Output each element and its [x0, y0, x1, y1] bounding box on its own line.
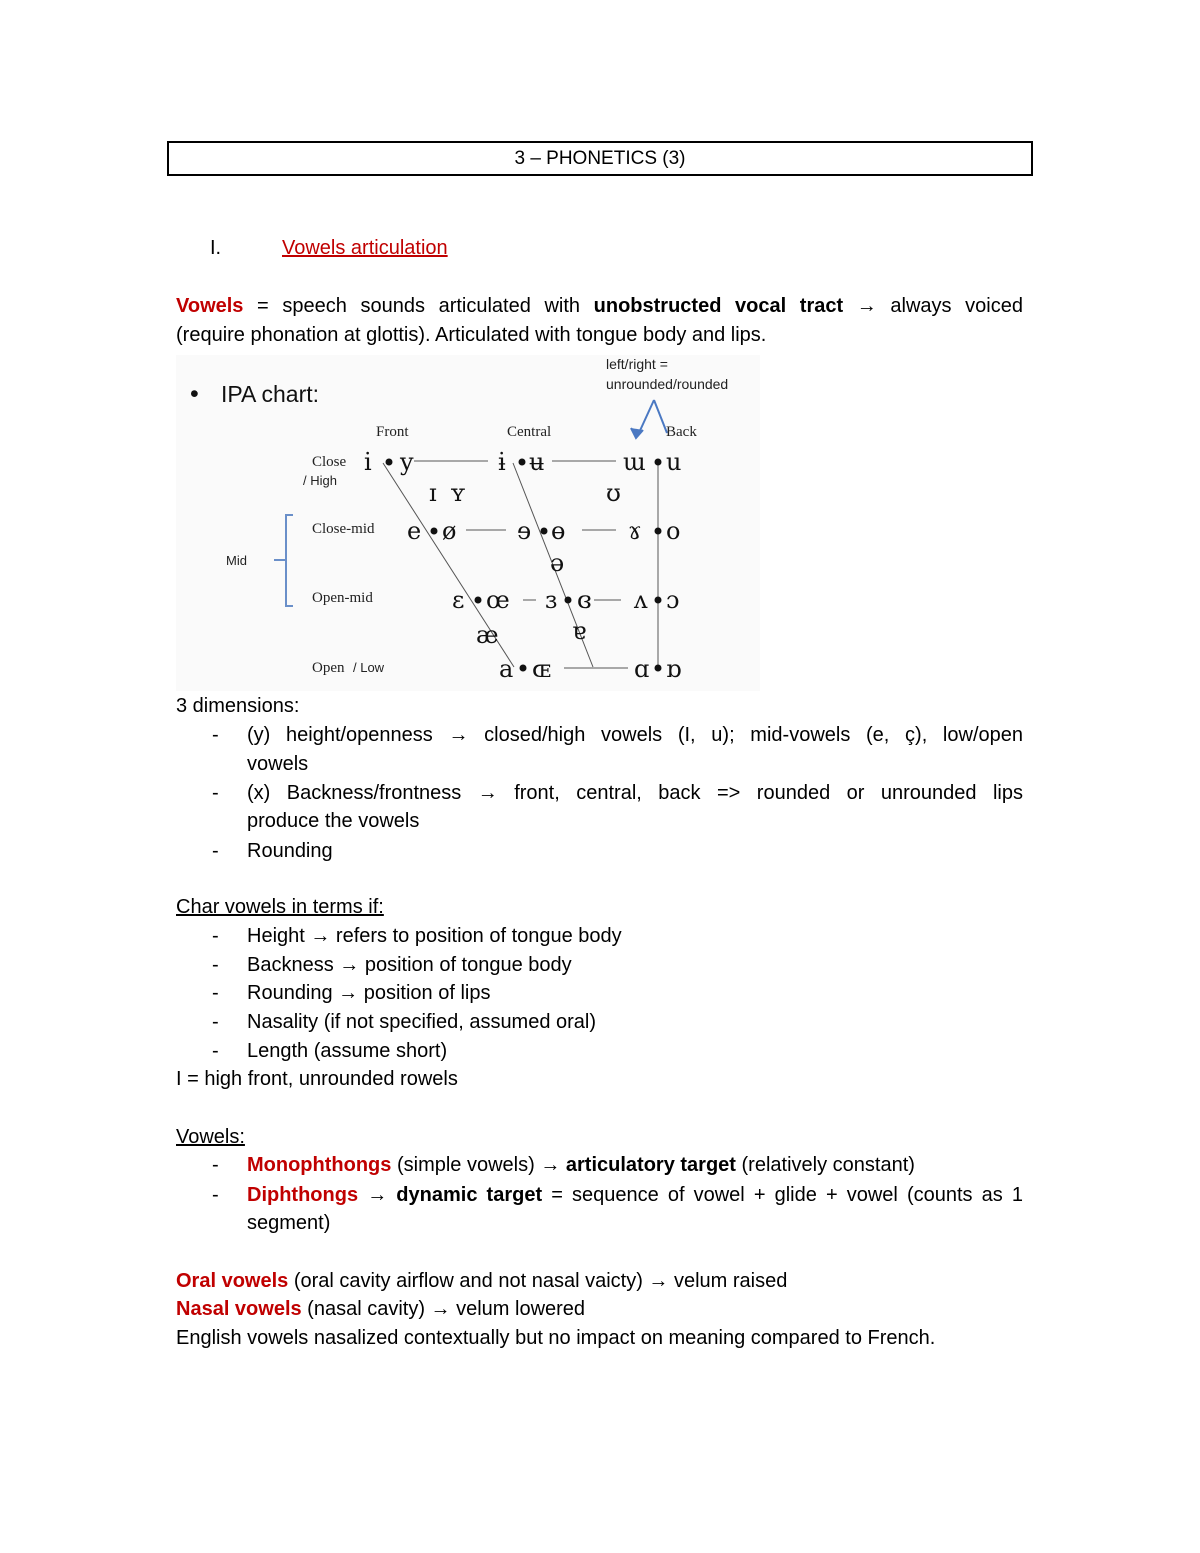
ipa-sym-turned-a: ɐ — [572, 617, 587, 645]
ipa-bullet: • — [190, 380, 199, 408]
char-heading: Char vowels in terms if: — [176, 896, 384, 918]
list-dash: - — [212, 982, 219, 1004]
oral-vowels-line — [176, 1267, 787, 1296]
char-footer: I = high front, unrounded rowels — [176, 1068, 458, 1090]
ipa-sym-ae: æ — [476, 621, 499, 649]
ipa-note-line-2: unrounded/rounded — [606, 376, 729, 392]
intro-text-1: = speech sounds articulated with — [243, 295, 594, 317]
dimension-item-2-line-1: (x) Backness/frontness → front, central, back => rounded or unrounded lips — [247, 782, 1023, 804]
ipa-sym-rev-eps: ɜ — [545, 586, 558, 614]
dimension-item-2-line-2: produce the vowels — [247, 810, 420, 832]
ipa-sym-gamma: ɤ — [628, 517, 642, 545]
list-dash: - — [212, 724, 219, 746]
list-dash: - — [212, 1040, 219, 1062]
ipa-sym-wedge: ʌ — [634, 586, 648, 614]
nasal-text: (nasal cavity) → velum lowered — [301, 1298, 586, 1320]
diphthongs-line — [247, 1181, 1023, 1210]
ipa-sym-o: o — [666, 517, 681, 545]
char-item-3: Rounding → position of lips — [247, 982, 491, 1004]
row-low: / Low — [353, 660, 385, 675]
row-close: Close — [312, 454, 347, 470]
di-text: = sequence of vowel + glide + vowel (counts as 1 — [542, 1184, 1023, 1206]
ipa-heading: IPA chart: — [221, 381, 320, 407]
ipa-sym-u-bar: ʉ — [529, 448, 545, 476]
ipa-sym-horseshoe: ʊ — [606, 479, 621, 507]
term-vowels: Vowels — [176, 295, 244, 317]
list-dash: - — [212, 954, 219, 976]
term-monophthongs: Monophthongs — [247, 1154, 392, 1176]
dimension-item-1-line-1: (y) height/openness → closed/high vowels (I, u); mid-vowels (e, ç), low/open — [247, 724, 1023, 746]
ipa-sym-open-o: ɔ — [666, 586, 680, 614]
char-item-5: Length (assume short) — [247, 1040, 448, 1062]
intro-text-2: always voiced — [890, 295, 1023, 317]
section-heading: Vowels articulation — [282, 237, 448, 259]
vowels-heading: Vowels: — [176, 1126, 245, 1148]
oral-text: (oral cavity airflow and not nasal vaicty) → velum raised — [288, 1270, 788, 1292]
ipa-sym-epsilon: ɛ — [452, 586, 465, 614]
char-item-4: Nasality (if not specified, assumed oral) — [247, 1011, 597, 1033]
ipa-sym-e: e — [407, 517, 422, 545]
ipa-chart — [176, 355, 760, 691]
list-dash: - — [212, 1154, 219, 1176]
monophthongs-line — [247, 1151, 915, 1180]
ipa-sym-m: ɯ — [623, 448, 646, 476]
ipa-sym-closed-rev-eps: ɞ — [577, 586, 592, 614]
ipa-sym-o-bar: ɵ — [551, 517, 566, 545]
row-open: Open — [312, 660, 345, 676]
mid-label: Mid — [226, 553, 247, 568]
row-high: / High — [303, 473, 337, 488]
ipa-sym-OE: ɶ — [532, 655, 551, 683]
intro-bold: unobstructed vocal tract — [593, 295, 844, 317]
note-arrow-icon — [631, 400, 667, 438]
english-line: English vowels nasalized contextually but no impact on meaning compared to French. — [176, 1327, 936, 1349]
ipa-sym-i-bar: ɨ — [498, 448, 506, 476]
ipa-sym-i: i — [364, 448, 372, 476]
dimensions-heading: 3 dimensions: — [176, 695, 300, 717]
section-numeral: I. — [210, 237, 222, 259]
ipa-sym-u: u — [666, 448, 682, 476]
ipa-sym-a: a — [499, 655, 514, 683]
mono-text-1: (simple vowels) → — [391, 1154, 566, 1176]
ipa-sym-I: ɪ — [429, 479, 437, 507]
list-dash: - — [212, 1184, 219, 1206]
page-title: 3 – PHONETICS (3) — [167, 141, 1033, 176]
ipa-sym-script-a: ɑ — [634, 655, 650, 683]
term-oral-vowels: Oral vowels — [176, 1270, 289, 1292]
term-nasal-vowels: Nasal vowels — [176, 1298, 302, 1320]
col-back: Back — [666, 424, 697, 440]
ipa-sym-rev-e: ɘ — [517, 517, 532, 545]
arrow-icon: → — [358, 1184, 397, 1206]
list-dash: - — [212, 840, 219, 862]
mono-bold: articulatory target — [565, 1154, 736, 1176]
list-dash: - — [212, 782, 219, 804]
char-item-1: Height → refers to position of tongue body — [247, 925, 622, 947]
intro-line-1 — [176, 292, 1023, 321]
dimension-item-1-line-2: vowels — [247, 753, 309, 775]
row-open-mid: Open-mid — [312, 590, 373, 606]
di-bold: dynamic target — [396, 1184, 543, 1206]
ipa-sym-Y: ʏ — [450, 479, 466, 507]
col-central: Central — [507, 424, 552, 440]
intro-line-2: (require phonation at glottis). Articulated with tongue body and lips. — [176, 324, 767, 346]
ipa-sym-schwa: ə — [550, 549, 565, 577]
ipa-sym-o-slash: ø — [442, 517, 457, 545]
nasal-vowels-line — [176, 1295, 585, 1324]
term-diphthongs: Diphthongs — [247, 1184, 359, 1206]
mono-text-2: (relatively constant) — [735, 1154, 915, 1176]
dimension-item-3: Rounding — [247, 840, 333, 862]
ipa-sym-oe: œ — [486, 586, 510, 614]
mid-bracket — [274, 515, 293, 606]
list-dash: - — [212, 1011, 219, 1033]
ipa-sym-turned-script-a: ɒ — [666, 655, 682, 683]
list-dash: - — [212, 925, 219, 947]
row-close-mid: Close-mid — [312, 521, 375, 537]
char-item-2: Backness → position of tongue body — [247, 954, 572, 976]
col-front: Front — [376, 424, 409, 440]
ipa-note-line-1: left/right = — [606, 356, 668, 372]
ipa-sym-y: y — [400, 448, 414, 476]
arrow-icon: → — [843, 295, 891, 317]
diphthongs-line-2: segment) — [247, 1212, 331, 1234]
